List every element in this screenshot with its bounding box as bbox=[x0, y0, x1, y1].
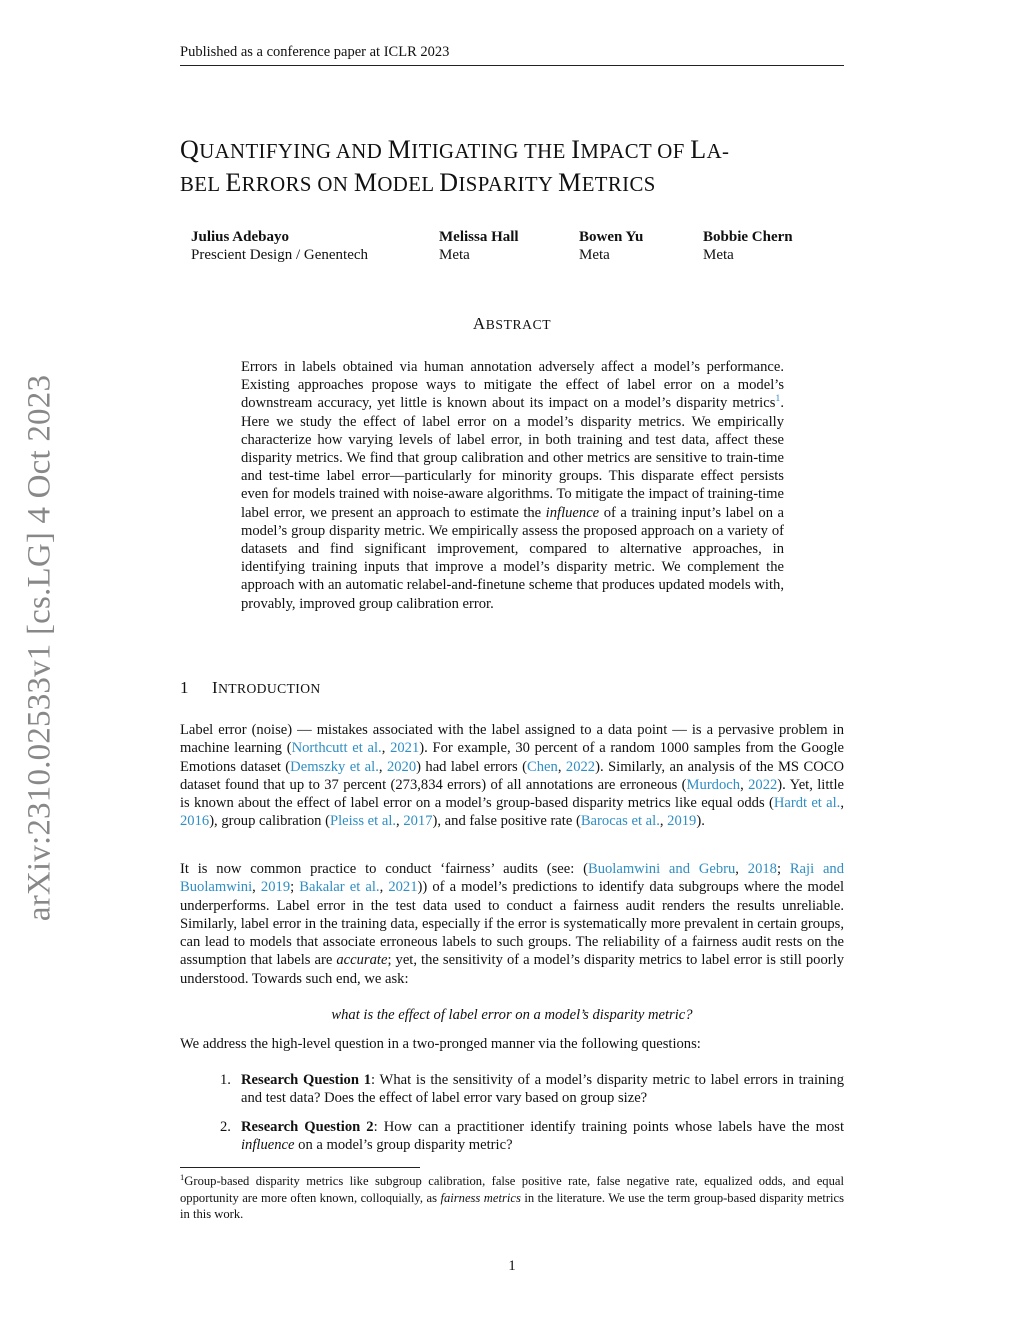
citation-year-link[interactable]: 2022 bbox=[565, 758, 596, 775]
citation-link[interactable]: Hardt et al. bbox=[773, 795, 841, 812]
author-name: Bobbie Chern bbox=[703, 229, 793, 245]
list-number: 1. bbox=[220, 1072, 231, 1088]
author-block bbox=[191, 228, 368, 264]
title-line-2: BEL ERRORS ON MODEL DISPARITY METRICS bbox=[180, 168, 656, 197]
citation-year-link[interactable]: 2016 bbox=[180, 813, 210, 830]
citation-year-link[interactable]: 2021 bbox=[388, 879, 418, 896]
citation-link[interactable]: Barocas et al. bbox=[580, 813, 660, 830]
running-header: Published as a conference paper at ICLR 2023 bbox=[180, 44, 844, 66]
author-affiliation: Prescient Design / Genentech bbox=[191, 247, 369, 263]
citation-link[interactable]: Northcutt et al. bbox=[291, 740, 382, 757]
citation-link[interactable]: Pleiss et al. bbox=[329, 813, 397, 830]
paper-title bbox=[180, 134, 860, 200]
page-number: 1 bbox=[508, 1258, 516, 1274]
arxiv-stamp-text: arXiv:2310.02533v1 [cs.LG] 4 Oct 2023 bbox=[21, 374, 58, 922]
arxiv-stamp bbox=[14, 368, 66, 928]
citation-year-link[interactable]: 2019 bbox=[260, 879, 291, 896]
author-block bbox=[579, 228, 643, 264]
author-block bbox=[703, 228, 793, 264]
abstract-text: Errors in labels obtained via human annotation adversely affect a model’s performance. Existing approaches propose ways to mitigate the effect of label error on a model’s downstream accuracy, yet little is known about its impact on a model’s disparity metrics$^1$. Here we study the effect of label error on a model’s disparity metrics. We empirically characterize how varying levels of label error, in both training and test data, affect these disparity metrics. We find that group calibration and other metrics are sensitive to train-time and test-time label error—particularly for minority groups. This disparate effect persists even for models trained with noise-aware algorithms. To mitigate the impact of training-time label error, we present an approach to estimate the influence of a training input’s label on a model’s group disparity metric. We empirically assess the proposed approach on a variety of datasets and find significant improvement, compared to alternative approaches, in identifying training inputs that improve a model’s disparity metric. We complement the approach with an automatic relabel-and-finetune scheme that produces updated models with, provably, improved group calibration error. bbox=[241, 359, 784, 612]
author-affiliation: Meta bbox=[703, 247, 734, 263]
title-line-1: QUANTIFYING AND MITIGATING THE IMPACT OF LA- bbox=[180, 135, 730, 164]
citation-year-link[interactable]: 2019 bbox=[667, 813, 697, 830]
footnote-ref-link[interactable]: 1 bbox=[775, 393, 781, 405]
citation-year-link[interactable]: 2018 bbox=[747, 861, 777, 877]
author-name: Julius Adebayo bbox=[191, 229, 289, 245]
author-name: Melissa Hall bbox=[439, 229, 519, 245]
list-number: 2. bbox=[220, 1119, 231, 1135]
author-affiliation: Meta bbox=[439, 247, 470, 263]
research-question-callout: what is the effect of label error on a model’s disparity metric? bbox=[331, 1007, 693, 1023]
citation-link[interactable]: Chen bbox=[527, 758, 558, 775]
citation-link[interactable]: Demszky et al. bbox=[290, 758, 379, 775]
abstract-heading: ABSTRACT bbox=[472, 314, 552, 333]
citation-link[interactable]: Raji and Buolamwini bbox=[180, 861, 845, 896]
footnote-mark: 1 bbox=[180, 1171, 185, 1182]
intro-paragraph-3: We address the high-level question in a two-pronged manner via the following questions: bbox=[180, 1036, 701, 1052]
list-item: 2. Research Question 2: How can a practitioner identify training points whose labels have the most influence on a model’s group disparity metric? bbox=[220, 1119, 844, 1154]
citation-year-link[interactable]: 2021 bbox=[390, 740, 420, 757]
intro-paragraph-2: It is now common practice to conduct ‘fairness’ audits (see: (Buolamwini and Gebru, 2018; Raji and Buolamwini, 2019; Bakalar et al., 2021)) of a model’s predictions to identify data subgroups where the model underperforms. Label error in the test data used to conduct a fairness audit renders the results unreliable. Similarly, label error in the training data, especially if the error is systematically more prevalent in certain groups, can lead to models that associate erroneous labels to such groups. The reliability of a fairness audit rests on the assumption that labels are accurate; yet, the sensitivity of a model’s disparity metrics to label error is still poorly understood. Towards such end, we ask: bbox=[180, 861, 845, 987]
citation-year-link[interactable]: 2022 bbox=[748, 776, 778, 793]
citation-year-link[interactable]: 2020 bbox=[386, 758, 417, 775]
citation-link[interactable]: Buolamwini and Gebru bbox=[587, 861, 736, 877]
author-affiliation: Meta bbox=[579, 247, 610, 263]
footnote: $^1$Group-based disparity metrics like subgroup calibration, false positive rate, false negative rate, equalized odds, and equal opportunity are more often known, colloquially, as fairness metrics in the literature. We use the term group-based disparity metrics in this work. bbox=[180, 1171, 845, 1221]
intro-paragraph-1: Label error (noise) — mistakes associated with the label assigned to a data point — is a pervasive problem in machine learning (Northcutt et al., 2021). For example, 30 percent of a random 1000 samples from the Google Emotions dataset (Demszky et al., 2020) had label errors (Chen, 2022). Similarly, an analysis of the MS COCO dataset found that up to 37 percent (273,834 errors) of all annotations are erroneous (Murdoch, 2022). Yet, little is known about the effect of label error on a model’s group-based disparity metrics like equal odds (Hardt et al., 2016), group calibration (Pleiss et al., 2017), and false positive rate (Barocas et al., 2019). bbox=[180, 722, 845, 830]
citation-link[interactable]: Murdoch bbox=[686, 776, 741, 793]
section-heading-introduction: 1 INTRODUCTION bbox=[180, 678, 321, 697]
author-name: Bowen Yu bbox=[579, 229, 644, 245]
citation-year-link[interactable]: 2017 bbox=[403, 813, 433, 830]
list-item: 1. Research Question 1: What is the sensitivity of a model’s disparity metric to label errors in training and test data? Does the effect of label error vary based on group size? bbox=[220, 1072, 845, 1107]
footnote-divider bbox=[180, 1167, 420, 1168]
author-block bbox=[439, 228, 519, 264]
citation-link[interactable]: Bakalar et al. bbox=[299, 879, 380, 896]
